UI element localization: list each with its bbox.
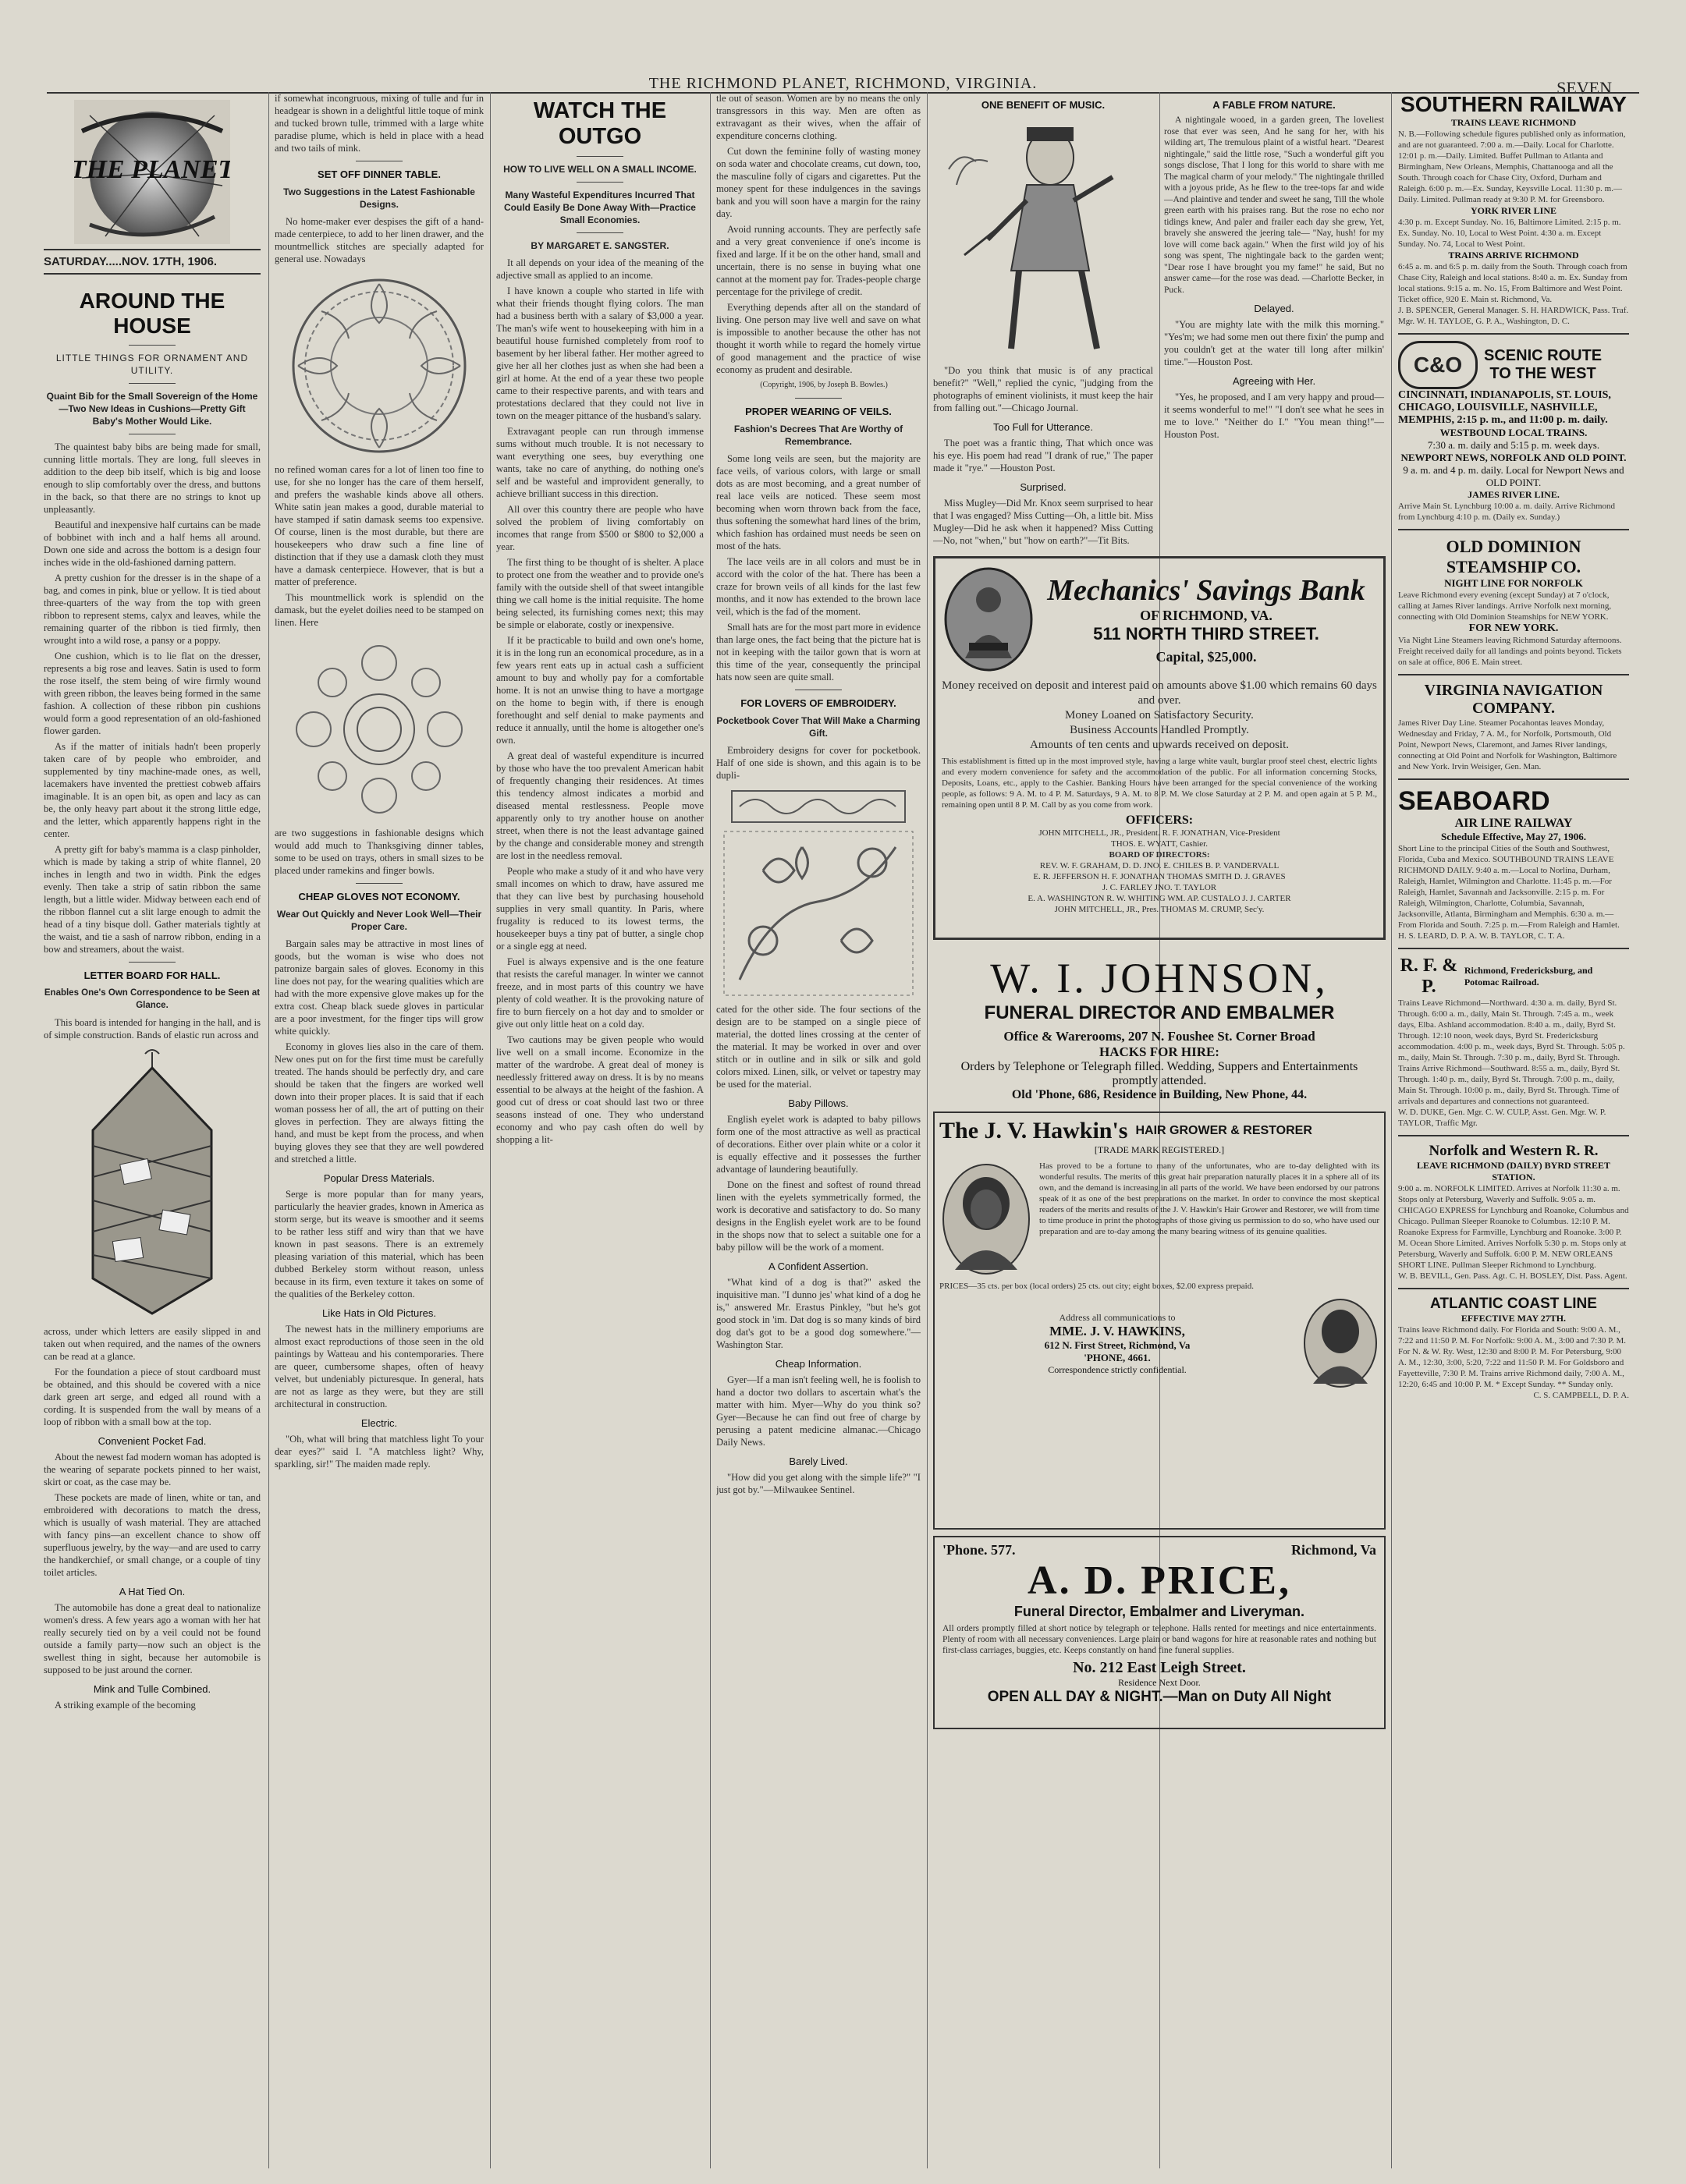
section-heading: CHEAP GLOVES NOT ECONOMY.: [298, 891, 460, 902]
bank-line: Money received on deposit and interest paid on amounts above $1.00 which remains 60 days and over.: [942, 679, 1377, 707]
top-items: [933, 92, 1386, 550]
paragraph: no refined woman cares for a lot of linen too fine to use, for she no longer has the care of them herself, and prefers the washable kinds above all others. White satin jean makes a good, durable material to have stamped if satin damask seems too expensive. Of course, linen is the most durable, but there are housekeepers who draw such a fine line of distinction that if they use a damask cloth they must have a damask centerpiece. However, that is but a matter of preference.: [275, 464, 484, 587]
doily-illustration: [275, 632, 484, 827]
johnson-line: Orders by Telephone or Telegraph filled. Wedding, Suppers and Entertainments promptly attended.: [960, 1060, 1358, 1087]
york-river-heading: YORK RIVER LINE: [1470, 205, 1556, 216]
paragraph: Cut down the feminine folly of wasting money on soda water and chocolate creams, cut down, too, the masculine folly of cigars and cigarettes. Put the money spent for these indulgences in the savings bank and you will soon have a margin for the rainy day.: [716, 146, 921, 219]
embroidery-pattern-illustration: [716, 785, 921, 1003]
column-divider: [927, 92, 928, 2168]
section-heading: Mink and Tulle Combined.: [93, 1683, 211, 1695]
officers-heading: OFFICERS:: [1125, 814, 1194, 827]
price-city: Richmond, Va: [1290, 1542, 1376, 1558]
section-deck: Enables One's Own Correspondence to be Seen at Glance.: [44, 988, 261, 1010]
nw-subtitle: LEAVE RICHMOND (DAILY) BYRD STREET STATION.: [1416, 1160, 1611, 1182]
johnson-name: W. I. JOHNSON,: [990, 955, 1329, 1002]
price-title: Funeral Director, Embalmer and Liveryman.: [1013, 1604, 1305, 1619]
acl-title: ATLANTIC COAST LINE: [1430, 1296, 1597, 1312]
hawkins-name: The J. V. Hawkin's: [939, 1118, 1128, 1143]
column-3: [496, 92, 704, 2168]
paragraph: Everything depends after all on the standard of living. One person may live well and save on what is impossible to another because the other has not thought it worth while to regard the homely virtue of good management and the practice of wise economy as prudent and desirable.: [716, 302, 921, 375]
bank-advertisement: [933, 556, 1386, 940]
johnson-office: Office & Warerooms, 207 N. Foushee St. Corner Broad: [1003, 1029, 1315, 1044]
paragraph: A great deal of wasteful expenditure is incurred by those who have the too prevalent American habit of frequently changing their residences. At times this tendency almost indicates a morbid and diseased mental restlessness. People move apparently only to try another house on another street, when there is not the least advantage gained by the change and considerable money and strength are lost in the needless removal.: [496, 750, 704, 861]
paragraph: Extravagant people can run through immense sums without much trouble. It is not necessary to want everything one sees, buy everything one wants, take no care of anything, do nothing one's self and be wasteful and improvident generally, to achieve brilliant success in this direction.: [496, 426, 704, 499]
dominion-ny: FOR NEW YORK.: [1468, 622, 1559, 634]
paragraph: I have known a couple who started in life with what their friends thought flying colors. The man had a business berth with a salary of $3,000 a year. The man's wife went to housekeeping with him in a beautiful house furnished completely from roof to basement by her liberal father. Her mother agreed to give her all her clothes just as when she had been a girl at home. At the end of a year these two people came to their respective parents, and with tears and protestations declared that they could not live in town on the meager pittance of the husband's salary.: [496, 285, 704, 421]
paragraph: if somewhat incongruous, mixing of tulle and fur in headgear is shown in a delightful little toque of mink and tucked brown tulle, trimmed with a large white paradise plume, which is held in place with a head and two tails of mink.: [275, 93, 484, 154]
copyright: (Copyright, 1906, by Joseph B. Bowles.): [760, 381, 888, 389]
divider: [577, 232, 623, 233]
bank-city: OF RICHMOND, VA.: [1140, 608, 1272, 623]
price-advertisement: [933, 1536, 1386, 1729]
paragraph: "Yes, he proposed, and I am very happy and proud—it seems wonderful to me!" "I don't see what he sees in me to love." "Neither do I." "You mean thing!"—Houston Post.: [1164, 392, 1384, 440]
paragraph: This board is intended for hanging in the hall, and is of simple construction. Bands of elastic run across and: [44, 1017, 261, 1041]
paragraph: cated for the other side. The four sections of the design are to be stamped on a single piece of material, the dotted lines crossing at the center of the material. It may be worked in over and over stitch or in outline and in silk or silk and gold colors mixed. Linen, silk, or velvet or tapestry may be used for the material.: [716, 1004, 921, 1090]
paragraph: The lace veils are in all colors and must be in accord with the color of the hat. There has been a craze for brown veils of all kinds for the last few months, and it now has extended to the brown lace veil, which is the fad of the moment.: [716, 556, 921, 617]
hawkins-mme: MME. J. V. HAWKINS,: [1049, 1323, 1185, 1338]
section-heading: LETTER BOARD FOR HALL.: [83, 970, 221, 981]
price-residence: Residence Next Door.: [1118, 1677, 1201, 1688]
byline: BY MARGARET E. SANGSTER.: [531, 240, 669, 251]
hawkins-contact: Address all communications to: [1059, 1311, 1176, 1323]
paragraph: All over this country there are people who have solved the problem of living comfortably on incomes that range from $500 or $800 to $2,000 a year.: [496, 504, 704, 552]
divider: [795, 398, 842, 399]
paragraph: As if the matter of initials hadn't been properly taken care of by people who embroider, and supplemented by tiny machine-made ones, as well, lacemakers have invented the prettiest cobweb affairs imaginable. It is an open bit, as open and lacy as can be, the only heavy part about it the strong little edge, and the letter, which apparently happens right in the center.: [44, 741, 261, 839]
section-heading: Agreeing with Her.: [1232, 375, 1316, 387]
seaboard-title: SEABOARD: [1398, 786, 1550, 816]
seaboard-schedule: Schedule Effective, May 27, 1906.: [1441, 831, 1586, 842]
price-body: All orders promptly filled at short notice by telegraph or telephone. Halls rented for meetings and nice entertainments. Plenty of room with all necessary conveniences. Large plain or band wagons for hire at reasonable rates and nothing but first-class carriages, buggies, etc. Keeps constantly on hand fine funeral supplies.: [942, 1624, 1376, 1655]
section-heading: SET OFF DINNER TABLE.: [318, 168, 441, 180]
york-river-body: 4:30 p. m. Except Sunday. No. 16, Baltimore Limited. 2:15 p. m. Ex. Sunday. No. 10, Local to West Point. 4:30 a. m. Except Sunday. No. 74, Local to West Point.: [1398, 218, 1621, 249]
section-deck: Fashion's Decrees That Are Worthy of Remembrance.: [733, 424, 903, 447]
paragraph: The first thing to be thought of is shelter. A place to protect one from the weather and to provide one's family with the outside shell of that sweet intangible thing we call home is the initial requisite. The home being selected, its furnishing comes next; this may be simple or elaborate, costly or inexpensive.: [496, 557, 704, 630]
hawkins-body: Has proved to be a fortune to many of the unfortunates, who are to-day delighted with its wonderful results. The merits of this great hair preparation naturally places it in a sphere all of its own, and the demand is increasing in all parts of the world. We have been endorsed by our patrons speak of it as one of the best preparations on the market. In order to convince the most skeptical readers of the merits and results of the J. V. Hawkin's Hair Grower and Restorer, we will from time to time produce in print the photographs of those giving us permission to do so, who have used our preparation and are to-day among the many bearing witness of its genuine qualities.: [1039, 1161, 1379, 1236]
paragraph: Bargain sales may be attractive in most lines of goods, but the woman is wise who does not patronize bargain sales of gloves. Economy in this line does not pay, for the wearing qualities which are had with the more expensive glove makes up for the extra cost. Cheap black suede gloves in particular are a poor investment, for the finger tips will grow white quickly.: [275, 938, 484, 1037]
column-divider: [710, 92, 711, 2168]
rfp-title: R. F. & P.: [1400, 956, 1458, 997]
article-subdeck: Many Wasteful Expenditures Incurred That Could Easily Be Done Away With—Practice Small Economies.: [504, 190, 696, 225]
price-hours: OPEN ALL DAY & NIGHT.—Man on Duty All Night: [987, 1689, 1332, 1705]
paragraph: "How did you get along with the simple life?" "I just got by."—Milwaukee Sentinel.: [716, 1472, 921, 1495]
section-heading: A Hat Tied On.: [119, 1586, 186, 1597]
section-heading: Surprised.: [1020, 481, 1067, 493]
section-heading: PROPER WEARING OF VEILS.: [745, 406, 892, 417]
paragraph: About the newest fad modern woman has adopted is the wearing of separate pockets pinned to her waist, skirt or coat, as the case may be.: [44, 1452, 261, 1487]
southern-agents: J. B. SPENCER, General Manager. S. H. HARDWICK, Pass. Traf. Mgr. W. H. TAYLOE, G. P. A., Washington, D. C.: [1398, 306, 1629, 326]
portrait-illustration: [1301, 1296, 1379, 1390]
paragraph: Gyer—If a man isn't feeling well, he is foolish to hand a doctor two dollars to ascertain what's the matter with him. Myer—Why do you think so? Gyer—Because he can find out free of charge by perusing a patent medicine almanac.—Chicago Daily News.: [716, 1374, 921, 1448]
bank-capital: Capital, $25,000.: [1155, 649, 1257, 665]
section-heading: Cheap Information.: [775, 1358, 862, 1370]
paragraph: Beautiful and inexpensive half curtains can be made of bobbinet with inch and a half hems all around. Down one side and across the bottom is a design four inches wide in the old-fashioned darning pattern.: [44, 519, 261, 568]
hawkins-phone: 'PHONE, 4661.: [1084, 1351, 1151, 1363]
directors-heading: BOARD OF DIRECTORS:: [1109, 850, 1210, 860]
seaboard-subtitle: AIR LINE RAILWAY: [1454, 817, 1573, 830]
paragraph: Done on the finest and softest of round thread linen with the eyelets symmetrically formed, the work is decorative and satisfactory to do. So many designs in the English eyelet work are to be found in the shops now that to select a suitable one for a baby pillow will be the work of a moment.: [716, 1179, 921, 1253]
column-1: [44, 92, 261, 2168]
dominion-rest: Via Night Line Steamers leaving Richmond Saturday afternoons. Freight received daily for all landings and points beyond. Tickets on sale at office, 806 E. Main street.: [1398, 636, 1622, 667]
column-divider: [268, 92, 269, 2168]
section-deck: Two Suggestions in the Latest Fashionable Designs.: [283, 186, 475, 210]
directors-line: E. A. WASHINGTON R. W. WHITING WM. AP. CUSTALO J. J. CARTER: [1028, 894, 1291, 903]
fable-item: [1164, 92, 1384, 550]
paragraph: Fuel is always expensive and is the one feature that resists the careful manager. In winter we cannot freeze, and in most parts of this country we have plenty of cold weather. It is the provoking nature of fire to burn fiercely on a hot day and to smolder or give out only little heat on a cold day.: [496, 956, 704, 1030]
co-westbound: WESTBOUND LOCAL TRAINS.: [1439, 427, 1588, 438]
paragraph: Serge is more popular than for many years, particularly the heavier grades, known in America as storm serge, but its weave is smoother and it seems to be rather less stiff and wiry than that we have known in past seasons. There is an extremely pleasing variation of this material, which has been dubbed Berkeley storm without reason, unless because in its firm, even texture it takes on some of the qualities of the Berkeley cotton.: [275, 1189, 484, 1299]
paragraph: "You are mighty late with the milk this morning." "Yes'm; we had some men out there fixin' the pump and you couldn't get at the water till long after milkin' time."—Houston Post.: [1164, 319, 1384, 367]
page-number: SEVEN: [1556, 78, 1612, 98]
acl-agent: C. S. CAMPBELL, D. P. A.: [1533, 1391, 1629, 1400]
paragraph: Miss Mugley—Did Mr. Knox seem surprised to hear that I was engaged? Miss Cutting—Oh, a little bit. Miss Mugley—Did he ask when it happened? Miss Cutting—No, not "when," but "how on earth?"—Tit Bits.: [933, 498, 1153, 546]
divider: [129, 383, 176, 384]
directors-line: E. R. JEFFERSON H. F. JONATHAN THOMAS SMITH D. J. GRAVES: [1033, 872, 1286, 881]
divider: [129, 345, 176, 346]
paragraph: Embroidery designs for cover for pocketbook. Half of one side is shown, and this again is to be dupli-: [716, 745, 921, 781]
hawkins-advertisement: [933, 1112, 1386, 1530]
hawkins-confidential: Correspondence strictly confidential.: [1048, 1363, 1187, 1375]
paragraph: A striking example of the becoming: [55, 1700, 196, 1711]
co-cities: CINCINNATI, INDIANAPOLIS, ST. LOUIS, CHICAGO, LOUISVILLE, NASHVILLE, MEMPHIS, 2:15 p. m., and 11:00 p. m. daily.: [1398, 389, 1611, 426]
rfp-body: Trains Leave Richmond—Northward. 4:30 a. m. daily, Byrd St. Through. 6:00 a. m., daily, Main St. Through. 7:45 a. m., week days, Elba. Ashland accommodation. 8:40 a. m., daily, Byrd St. Through. 12:10 noon, week days, Byrd St. Fredericksburg accommodation. 4:00 p. m., week days, Byrd St. Through. 5:05 p. m., daily, Main St. Through. 7:30 p. m., daily, Byrd St. Through. Trains Arrive Richmond—Southward. 8:55 a. m., daily, Byrd St. Through. 1:40 p. m., daily, Byrd St. Through. 7:00 p. m., daily, Main St. Through. 10:00 p. m., daily, Byrd St. Through. Time of arrivals and departures and connections not guaranteed.: [1398, 998, 1625, 1106]
paragraph: "Oh, what will bring that matchless light To your dear eyes?" said I. "A matchless light? Why, sparkling, sir!" The maiden made reply.: [275, 1434, 484, 1470]
paragraph: People who make a study of it and who have very small incomes on which to draw, have assured me that they can live best by purchasing household supplies in very small quantity. In Paris, where frugality is reduced to its lowest terms, the housekeeper buys a tiny pat of butter, a single chop or a single egg at need.: [496, 866, 704, 952]
paragraph: If it be practicable to build and own one's home, it is in the long run an economical procedure, as in a few years rent eats up in actual cash a sufficient amount to buy and wholly pay for a comfortable home. It is not an unwise thing to have a mortgage on the home to begin with, if there is enough forethought and self denial to make payments and reduce it annually, until the home is altogether one's own.: [496, 635, 704, 746]
co-route: SCENIC ROUTE: [1484, 347, 1603, 364]
paragraph: are two suggestions in fashionable designs which would add much to Thanksgiving dinner tables, some to be used on trays, others in small sizes to be placed under ramekins and finger bowls.: [275, 828, 484, 876]
section-heading: Popular Dress Materials.: [323, 1172, 435, 1184]
bank-name: Mechanics' Savings Bank: [1047, 574, 1365, 607]
paragraph: A pretty cushion for the dresser is in the shape of a bag, and comes in pink, blue or yellow. It is tied about three-quarters of the way from the top with green ribbon to represent stems, calyx and leaves, while the remaining quarter of the ribbon is tied firmly, then wrought into a wild rose, a pansy or a poppy.: [44, 573, 261, 646]
article-subdeck: Quaint Bib for the Small Sovereign of the Home—Two New Ideas in Cushions—Pretty Gift Baby's Mother Would Like.: [46, 391, 258, 427]
acl-body: Trains leave Richmond daily. For Florida and South: 9:00 A. M., 7:22 and 11:50 P. M. For Norfolk: 9:00 A. M., 3:00 and 7:30 P. M. For N. & W. Ry. West, 12:30 and 8:00 P. M. For Petersburg, 9:00 A. M., 12:30, 3:00, 5:20, 7:22 and 11:50 P. M. For Goldsboro and Fayetteville, 7:30 P. M. Trains arrive Richmond daily, 7:00 A. M., 12:20, 6:45 and 10:00 P. M. * Except Sunday. ** Sunday only.: [1398, 1325, 1627, 1389]
paragraph: Avoid running accounts. They are perfectly safe and a very great convenience if one's income is fixed and large. If it be on the other hand, small and uncertain, there is no sense in buying what one cannot at the moment pay for. Trades-people charge percentage for the privilege of credit.: [716, 224, 921, 297]
logo-text: THE PLANET: [74, 155, 230, 184]
officers-line: THOS. E. WYATT, Cashier.: [1111, 839, 1208, 849]
article-deck: HOW TO LIVE WELL ON A SMALL INCOME.: [503, 164, 697, 175]
co-newport-body: 9 a. m. and 4 p. m. daily. Local for Newport News and OLD POINT.: [1403, 464, 1624, 488]
section-heading: Like Hats in Old Pictures.: [322, 1307, 436, 1319]
southern-title: SOUTHERN RAILWAY: [1400, 92, 1627, 116]
divider: [577, 156, 623, 157]
article-deck: LITTLE THINGS FOR ORNAMENT AND UTILITY.: [55, 353, 249, 376]
price-phone: 'Phone. 577.: [942, 1542, 1016, 1558]
divider: [129, 962, 176, 963]
section-heading: FOR LOVERS OF EMBROIDERY.: [740, 697, 896, 709]
paragraph: The newest hats in the millinery emporiums are almost exact reproductions of those seen in the old paintings by Watteau and his contemporaries. There are queer, cumbersome shapes, often of heavy velvet, but undeniably picturesque. In general, hats are not as large as they were, but they are still architectural in construction.: [275, 1324, 484, 1409]
section-heading: Baby Pillows.: [788, 1097, 849, 1109]
hawkins-prices: PRICES—35 cts. per box (local orders) 25 cts. out city; eight boxes, $2.00 express prepaid.: [939, 1282, 1254, 1291]
seaboard-body: Short Line to the principal Cities of the South and Southwest, Florida, Cuba and Mexico. SOUTHBOUND TRAINS LEAVE RICHMOND DAILY. 9:40 a. m.—Local to Norlina, Durham, Raleigh, Hamlet, Wilmington and Charlotte. 11:45 p. m.—For Raleigh, Hamlet, Savannah and Jacksonville. 2:15 p. m. For Raleigh, Wilmington, Charlotte, Columbia, Savannah, Jacksonville, Atlanta, Birmingham and Memphis. 6:30 a. m.—From Florida and South. 7:25 p. m.—From Raleigh and Hamlet.: [1398, 844, 1620, 930]
directors-line: J. C. FARLEY JNO. T. TAYLOR: [1102, 883, 1217, 892]
johnson-advertisement: [933, 951, 1386, 1105]
johnson-hacks: HACKS FOR HIRE:: [1099, 1044, 1219, 1059]
paragraph: Some long veils are seen, but the majority are face veils, of various colors, with large or small dots as are most becoming, and a great number of real lace veils are noticed. These seem most becoming when worn thrown back from the face, thus softening the somewhat hard lines of the brim, which fashion has ordained must needs be seen on most of the hats.: [716, 453, 921, 551]
paragraph: The poet was a frantic thing, That which once was his eye. His poem had read "I drank of rue," The paper made it "rye." —Houston Post.: [933, 438, 1153, 473]
paragraph: Economy in gloves lies also in the care of them. New ones put on for the first time must be carefully treated. The hands should be perfectly dry, and care should be taken that the fingers are worked well down into their proper places. It is said that if each woman possess her of all, the art of putting on their gloves in perfection. They are always fitting the hand, and must be kept from the process, and when buying gloves they see that they are well powdered and stretched a little.: [275, 1041, 484, 1165]
paragraph: It all depends on your idea of the meaning of the adjective small as applied to an income.: [496, 257, 704, 281]
hawkins-address: 612 N. First Street, Richmond, Va: [1044, 1338, 1191, 1351]
column-6: [1398, 92, 1629, 2168]
co-westbound-body: 7:30 a. m. daily and 5:15 p. m. week days.: [1427, 439, 1600, 451]
southern-body: N. B.—Following schedule figures published only as information, and are not guaranteed. 7:00 a. m.—Daily. Local for Charlotte. 12:01 p. m.—Daily. Limited. Buffet Pullman to Atlanta and Birmingham, New Orleans, Memphis, Chattanooga and all the South. Through coach for Chase City, Oxford, Durham and Raleigh. 6:00 p. m.—Ex. Sunday, Keysville Local. 11:30 p. m.—Daily. Limited. Pullman ready at 9:30 P. M. for Greensboro.: [1398, 129, 1626, 204]
rfp-agents: W. D. DUKE, Gen. Mgr. C. W. CULP, Asst. Gen. Mgr. W. P. TAYLOR, Traffic Mgr.: [1398, 1108, 1606, 1128]
centerpiece-illustration: [275, 268, 484, 463]
co-route-2: TO THE WEST: [1489, 365, 1596, 382]
planet-logo: [74, 100, 230, 244]
paragraph: This mountmellick work is splendid on the damask, but the eyelet doilies need to be stamped on linen. Here: [275, 592, 484, 628]
column-divider: [490, 92, 491, 2168]
cartoon-illustration: [933, 115, 1153, 364]
paragraph: Small hats are for the most part more in evidence than large ones, the fact being that the picture hat is not in keeping with the tailor gown that is worn at this time of the year, consequently the principal hats now seen are quite small.: [716, 622, 921, 682]
paragraph: The automobile has done a great deal to nationalize women's dress. A few years ago a woman with her hat really securely tied on by a veil could not be found outside a family party—now such an object is the swellest thing in sight, because her automobile is supposed to be just around the corner.: [44, 1602, 261, 1675]
paragraph: tle out of season. Women are by no means the only transgressors in this way. Men are often as extravagant as their wives, when the affair of expenditure concerns clothing.: [716, 93, 921, 141]
seaboard-agents: H. S. LEARD, D. P. A. W. B. TAYLOR, C. T. A.: [1398, 931, 1565, 941]
bank-line: Money Loaned on Satisfactory Security.: [1065, 709, 1254, 722]
paragraph: English eyelet work is adapted to baby pillows form one of the most attractive as well as practical of decorations. Either over plain white or a color it is equally effective and it possesses the further advantage of laundering beautifully.: [716, 1114, 921, 1175]
hawkins-trademark: [TRADE MARK REGISTERED.]: [1094, 1144, 1225, 1155]
nw-body: 9:00 a. m. NORFOLK LIMITED. Arrives at Norfolk 11:30 a. m. Stops only at Petersburg, Waverly and Suffolk. 9:05 a. m. CHICAGO EXPRESS for Lynchburg and Roanoke, Columbus and Chicago. Pullman Sleeper Roanoke to Columbus. 12:10 P. M. Roanoke Express for Farmville, Lynchburg and Roanoke. 3:00 P. M. Ocean Shore Limited. Arrives Norfolk 5:30 p. m. Stops only at Petersburg, Waverly and Suffolk. 6:00 P. M. NEW ORLEANS SHORT LINE. Pullman Sleeper Richmond to Lynchburg.: [1398, 1184, 1629, 1270]
bank-body: This establishment is fitted up in the most improved style, having a large white vault, burglar proof steel chest, electric lights and every modern convenience for safety and the accommodation of the public. For all information concerning Stocks, Deposits, Loans, etc., apply to the Cashier. Banking Hours have been arranged for the special convenience of the working people, as follows: 9 A. M. to 4 P. M. Saturdays, 9 A. M. to 8 P. M. We close Saturday at 2 P. M. and open again at 5 P. M., remaining open until 8 P. M. Call by as you come from work.: [942, 757, 1377, 810]
acl-subtitle: EFFECTIVE MAY 27TH.: [1461, 1313, 1567, 1324]
portrait-illustration: [939, 1161, 1033, 1278]
paragraph: These pockets are made of linen, white or tan, and embroidered with decorations to match the dress, which is usually of wash material. They are attached with fancy pins—an excellent chance to show off superfluous jewelry, by the way—and are used to carry the handkerchief, or small change, or a couple of tiny toilet articles.: [44, 1492, 261, 1578]
officers-line: JOHN MITCHELL, JR., President. R. F. JONATHAN, Vice-President: [1038, 828, 1280, 838]
bank-address: 511 NORTH THIRD STREET.: [1093, 624, 1319, 644]
column-5: [933, 92, 1386, 2168]
column-4: [716, 92, 921, 2168]
bank-line: Amounts of ten cents and upwards received on deposit.: [1030, 739, 1289, 751]
paragraph: Two cautions may be given people who would live well on a small income. Economize in the matter of the wardrobe. A great deal of money is needlessly frittered away on dress. It is by no means essential to be always at the height of the fashion. A good cut of dress or coat should last two or three seasons instead of one. They who understand economy and who pay cash often do well by shopping a lit-: [496, 1034, 704, 1145]
column-2: [275, 92, 484, 2168]
running-head: THE RICHMOND PLANET, RICHMOND, VIRGINIA.: [648, 75, 1038, 92]
poem: A nightingale wooed, in a garden green, The loveliest rose that ever was seen, And he sang for her, with his wilding art, The tremulous plaint of a wistful heart. "Dearest nightingale," said the little rose, "Such a wonderful gift you songs disclose, That I long for this world to share with me The magical charm of your melody." The nightingale thrilled with a joyous pride, As he flew to the tree-tops far and wide—And plaintive and tender and sweet he sang, Till the whole green earth with his praises rang. But the rose no echo nor tidings knew, And paler and frailer each day she grew, Yet, bravely she answered the jeering tale— "Nay, hush! for my love will come back again." When the first wild joy of his song was spent, The nightingale back to the garden went; "Dear rose I have brought you my fame!" he said, But no answer came—for the rose was dead. —Charlotte Becker, in Puck.: [1164, 115, 1384, 295]
divider: [577, 182, 623, 183]
paragraph: "What kind of a dog is that?" asked the inquisitive man. "I dunno jes' what kind of a dog he is," answered Mr. Erastus Pinkley, "but he's got good stock in 'im. Dat dog is so many kinds of bird dog dat's got to be a good dog somewhere."—Washington Star.: [716, 1277, 921, 1350]
paragraph: For the foundation a piece of stout cardboard must be obtained, and this should be covered with a nice dark green art serge, and edged all round with a cording. It is suspended from the wall by means of a loop of ribbon with a small bow at the top.: [44, 1367, 261, 1427]
section-deck: Pocketbook Cover That Will Make a Charming Gift.: [716, 715, 921, 739]
nw-title: Norfolk and Western R. R.: [1429, 1143, 1599, 1159]
co-newport: NEWPORT NEWS, NORFOLK AND OLD POINT.: [1400, 452, 1627, 463]
bank-line: Business Accounts Handled Promptly.: [1070, 724, 1249, 736]
section-heading: A FABLE FROM NATURE.: [1212, 99, 1336, 111]
article-title: WATCH THE OUTGO: [533, 98, 667, 149]
arrive-heading: TRAINS ARRIVE RICHMOND: [1448, 250, 1579, 261]
directors-line: REV. W. F. GRAHAM, D. D. JNO. E. CHILES B. P. VANDERVALL: [1039, 861, 1280, 870]
ticket-office: Ticket office, 920 E. Main st. Richmond, Va.: [1398, 295, 1553, 304]
paragraph: No home-maker ever despises the gift of a hand-made centerpiece, to add to her linen drawer, and the mountmellick stitches are specially adapted for general use. Nowadays: [275, 216, 484, 264]
bank-emblem: [942, 565, 1035, 674]
section-heading: Electric.: [360, 1417, 398, 1429]
dominion-title: OLD DOMINION STEAMSHIP CO.: [1446, 537, 1581, 576]
section-deck: Wear Out Quickly and Never Look Well—Their Proper Care.: [276, 909, 482, 932]
co-logo: C&O: [1398, 341, 1478, 389]
section-heading: Convenient Pocket Fad.: [98, 1435, 207, 1447]
section-heading: Too Full for Utterance.: [993, 421, 1093, 433]
dominion-body: Leave Richmond every evening (except Sunday) at 7 o'clock, calling at James River landings. Arrive Norfolk next morning, connecting with Old Dominion Steamships for NEW YORK.: [1398, 590, 1612, 622]
divider: [356, 883, 403, 884]
paragraph: "Do you think that music is of any practical benefit?" "Well," replied the cynic, "judging from the photographs of eminent violinists, it must keep the hair from falling out."—Chicago Journal.: [933, 365, 1153, 413]
hawkins-product: HAIR GROWER & RESTORER: [1135, 1124, 1312, 1137]
paragraph: across, under which letters are easily slipped in and taken out when required, and the names of the owners can be read at a glance.: [44, 1326, 261, 1362]
column-divider: [1391, 92, 1392, 2168]
paragraph: One cushion, which is to lie flat on the dresser, represents a big rose and leaves. Satin is used to form the rose itself, the stem being of wire firmly wound with green ribbon, the leaves being formed in the same fashion. A collection of these ribbon pin cushions would form a good representation of an old-fashioned flower garden.: [44, 651, 261, 736]
directors-line: JOHN MITCHELL, JR., Pres. THOMAS M. CRUMP, Sec'y.: [1054, 905, 1265, 914]
letter-board-illustration: [44, 1044, 261, 1325]
rfp-subtitle: Richmond, Fredericksburg, and Potomac Railroad.: [1464, 965, 1593, 987]
paragraph: A pretty gift for baby's mamma is a clasp pinholder, which is made by taking a strip of white flannel, 20 inches in length and two in width. Pink the edges evenly. Then take a strip of satin ribbon the same length, but a little wider. Midway between each end of the ribbon flannel cut a slit large enough to admit the head of a tiny bisque doll. Gather materials tightly at the waist, and tie a sash of narrow ribbon, ending in a bow and streamers, about the waist.: [44, 844, 261, 955]
article-title: AROUND THE HOUSE: [79, 289, 225, 338]
co-james-river-body: Arrive Main St. Lynchburg 10:00 a. m. daily. Arrive Richmond from Lynchburg 4:10 p. m. (Daily ex. Sunday.): [1398, 502, 1616, 522]
section-heading: Barely Lived.: [789, 1455, 848, 1467]
johnson-phone: Old 'Phone, 686, Residence in Building, New Phone, 44.: [1011, 1088, 1308, 1101]
johnson-title: FUNERAL DIRECTOR AND EMBALMER: [984, 1002, 1335, 1023]
nw-agents: W. B. BEVILL, Gen. Pass. Agt. C. H. BOSLEY, Dist. Pass. Agent.: [1398, 1271, 1627, 1281]
paragraph: The quaintest baby bibs are being made for small, cunning little mortals. They are long, full sleeves in addition to the deep bib itself, which is big and loose enough to slip comfortably over the dress, and buttons in the back, so that there are no strings to knot up unpleasantly.: [44, 441, 261, 515]
price-name: A. D. PRICE,: [1028, 1558, 1291, 1603]
dominion-subtitle: NIGHT LINE FOR NORFOLK: [1444, 577, 1583, 589]
price-address: No. 212 East Leigh Street.: [1073, 1659, 1246, 1676]
section-heading: ONE BENEFIT OF MUSIC.: [981, 99, 1106, 111]
arrive-body: 6:45 a. m. and 6:5 p. m. daily from the South. Through coach from Chase City, Raleigh and local stations. 8:40 a. m. Ex. Sunday from local stations. 9:15 a. m. No. 15, From Baltimore and West Point.: [1398, 262, 1627, 293]
section-heading: A Confident Assertion.: [768, 1260, 868, 1272]
southern-subtitle: TRAINS LEAVE RICHMOND: [1450, 117, 1577, 128]
music-item: [933, 92, 1153, 550]
co-james-river: JAMES RIVER LINE.: [1468, 489, 1560, 500]
dateline: SATURDAY.....NOV. 17TH, 1906.: [44, 249, 261, 275]
section-heading: Delayed.: [1254, 303, 1294, 314]
vnc-body: James River Day Line. Steamer Pocahontas leaves Monday, Wednesday and Friday, 7 A. M., for Norfolk, Portsmouth, Old Point, Newport News, Claremont, and James River landings, connecting at Old Point and Norfolk for Washington, Baltimore and New York. Irvin Weisiger, Gen. Man.: [1398, 718, 1617, 771]
vnc-title: VIRGINIA NAVIGATION COMPANY.: [1424, 682, 1603, 717]
